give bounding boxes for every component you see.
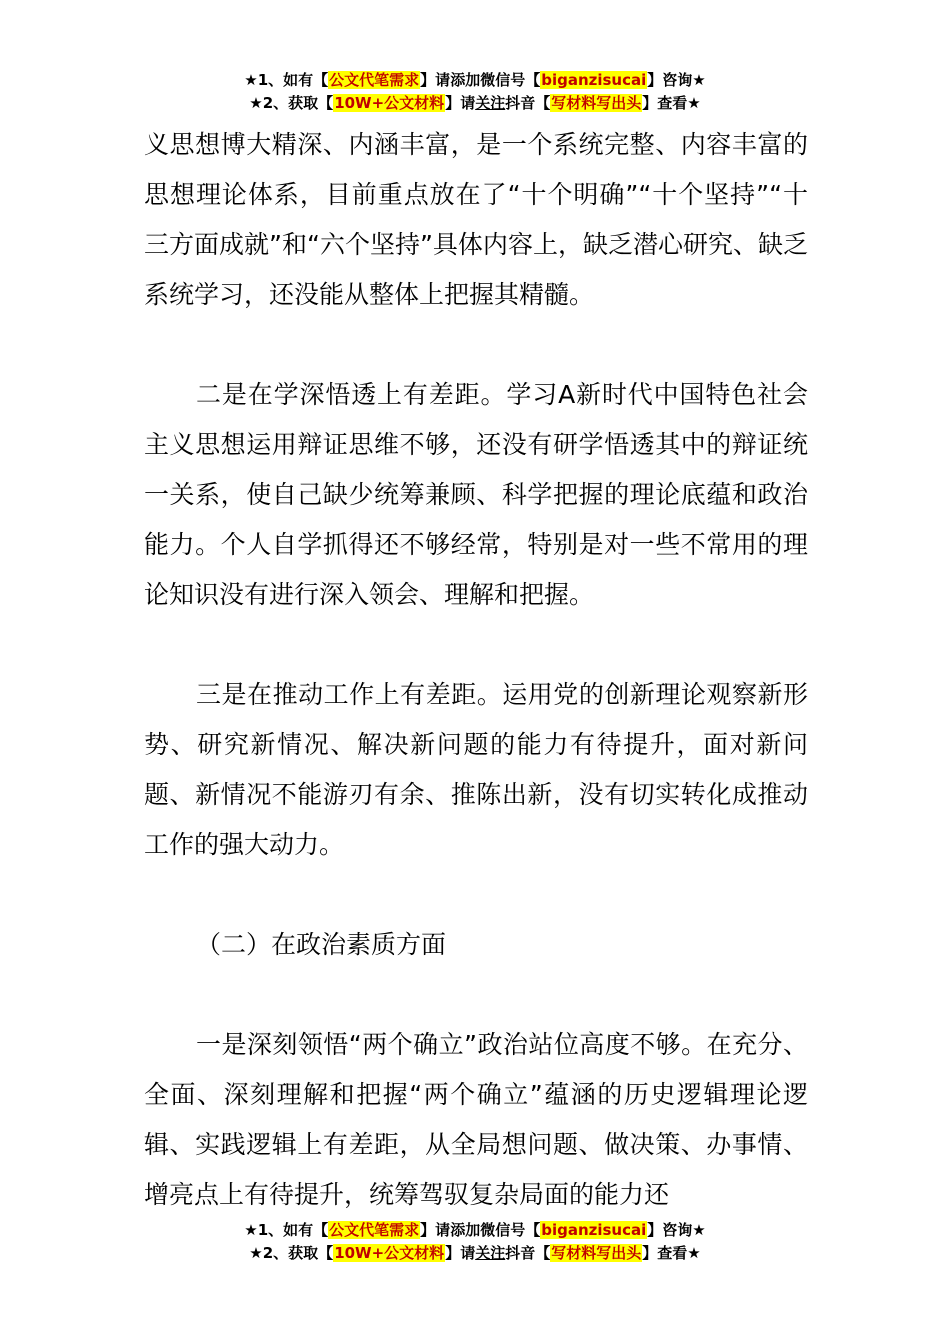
footer-line-1-suffix: 】咨询★	[647, 1221, 706, 1239]
banner-line-1-highlight-2: biganzisucai	[541, 71, 647, 89]
footer-line-1-prefix: ★1、如有【	[244, 1221, 329, 1239]
banner-line-2-mid-2: 抖音【	[505, 94, 551, 112]
footer-line-1-mid-2: 微信号【	[480, 1221, 541, 1239]
footer-line-2-suffix: 】查看★	[642, 1244, 701, 1262]
banner-line-1-highlight-1: 公文代笔需求	[329, 71, 420, 89]
banner-line-1-suffix: 】咨询★	[647, 71, 706, 89]
banner-line-1-prefix: ★1、如有【	[244, 71, 329, 89]
paragraph-gap	[144, 970, 808, 1020]
paragraph-gap	[144, 320, 808, 370]
document-body	[144, 120, 808, 1220]
footer-line-1-highlight-2: biganzisucai	[541, 1221, 647, 1239]
header-banner	[0, 69, 950, 115]
paragraph-political-stance: 一是深刻领悟“两个确立”政治站位高度不够。在充分、全面、深刻理解和把握“两个确立”蕴涵的历史逻辑理论逻辑、实践逻辑上有差距，从全局想问题、做决策、办事情、增亮点上有待提升，统筹驾驭复杂局面的能力还	[144, 1030, 808, 1209]
footer-line-1-highlight-1: 公文代笔需求	[329, 1221, 420, 1239]
footer-line-2-highlight-2: 写材料写出头	[551, 1244, 642, 1262]
footer-banner-line-1	[0, 1219, 950, 1242]
banner-line-2-prefix: ★2、获取【	[249, 94, 334, 112]
paragraph-gap	[144, 870, 808, 920]
footer-line-2-mid-2: 抖音【	[505, 1244, 551, 1262]
footer-line-2-highlight-1: 10W+公文材料	[334, 1244, 445, 1262]
banner-line-2-highlight-1: 10W+公文材料	[334, 94, 445, 112]
banner-line-2	[0, 92, 950, 115]
banner-line-2-highlight-2: 写材料写出头	[551, 94, 642, 112]
paragraph-work-gap: 三是在推动工作上有差距。运用党的创新理论观察新形势、研究新情况、解决新问题的能力有待提升，面对新问题、新情况不能游刃有余、推陈出新，没有切实转化成推动工作的强大动力。	[144, 680, 808, 859]
section-heading: （二）在政治素质方面	[196, 930, 447, 959]
banner-line-1-mid-2: 微信号【	[480, 71, 541, 89]
footer-line-2-prefix: ★2、获取【	[249, 1244, 334, 1262]
paragraph-study-gap: 二是在学深悟透上有差距。学习A新时代中国特色社会主义思想运用辩证思维不够，还没有研学悟透其中的辩证统一关系，使自己缺少统筹兼顾、科学把握的理论底蕴和政治能力。个人自学抓得还不够经常，特别是对一些不常用的理论知识没有进行深入领会、理解和把握。	[144, 380, 808, 609]
footer-line-2-mid-1: 】请	[445, 1244, 476, 1262]
banner-line-2-suffix: 】查看★	[642, 94, 701, 112]
paragraph-gap	[144, 620, 808, 670]
footer-line-1-mid-1: 】请	[420, 1221, 451, 1239]
banner-line-2-emphasis: 关注	[475, 94, 506, 112]
paragraph-continued: 义思想博大精深、内涵丰富，是一个系统完整、内容丰富的思想理论体系，目前重点放在了“十个明确”“十个坚持”“十三方面成就”和“六个坚持”具体内容上，缺乏潜心研究、缺乏系统学习，还没能从整体上把握其精髓。	[144, 130, 808, 309]
banner-line-1-mid-1: 】请	[420, 71, 451, 89]
footer-banner	[0, 1219, 950, 1265]
footer-banner-line-2	[0, 1242, 950, 1265]
footer-line-1-emphasis: 添加	[450, 1221, 481, 1239]
banner-line-1	[0, 69, 950, 92]
footer-line-2-emphasis: 关注	[475, 1244, 506, 1262]
banner-line-2-mid-1: 】请	[445, 94, 476, 112]
banner-line-1-emphasis: 添加	[450, 71, 481, 89]
